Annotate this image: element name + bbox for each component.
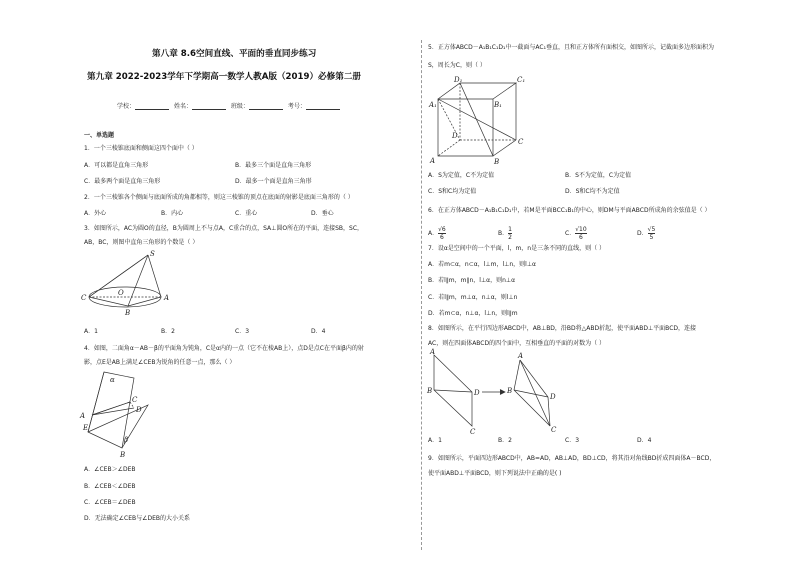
q8-option-a: A．1 <box>428 437 442 444</box>
q2-stem: 2．一个三棱锥各个侧面与底面所成的角都相等，则这三棱锥的顶点在底面的射影是底面三角形的（ ） <box>84 194 354 201</box>
q4-option-d: D．无法确定∠CEB与∠DEB的大小关系 <box>84 515 191 522</box>
q6-option-b-prefix: B． <box>498 230 509 237</box>
q5-option-c: C．S和C均为定值 <box>428 188 477 195</box>
q3-label-c: C <box>81 294 87 302</box>
q6-option-c-prefix: C． <box>565 230 576 237</box>
q8-label-a2: A <box>518 352 524 360</box>
q6-option-d-numerator: √5 <box>647 226 656 233</box>
class-label: 班级： <box>230 103 249 110</box>
q8-label-d2: D <box>550 393 556 401</box>
q4-figure <box>80 370 159 459</box>
q8-label-c1: C <box>470 428 476 436</box>
q6-option-c <box>565 226 587 241</box>
section-heading: 一、单选题 <box>84 132 115 139</box>
q2-option-d: D．垂心 <box>311 210 334 217</box>
q1-stem: 1．一个三棱锥底面和侧面这四个面中（ ） <box>84 145 198 152</box>
q5-label-d: D <box>452 132 458 140</box>
q3-label-a: A <box>164 294 170 302</box>
q8-label-b2: B <box>507 387 513 395</box>
q8-label-a1: A <box>430 348 436 356</box>
q8-label-c2: C <box>551 426 557 434</box>
q7-option-d: D．若m⊂α，n⊥α，l⊥n，则l∥m <box>428 310 518 317</box>
q8-label-d1: D <box>474 389 480 397</box>
student-info-row <box>117 101 343 110</box>
q8-option-d: D．4 <box>637 437 652 444</box>
q3-option-b: B．2 <box>161 328 175 335</box>
column-divider <box>421 40 422 550</box>
q1-option-b: B．最多三个面是直角三角形 <box>235 162 312 169</box>
q6-stem: 6．在正方体ABCD－A₁B₁C₁D₁中，若M是平面BCC₁B₁的中心，则DM与平面ABCD所成角的余弦值是（ ） <box>428 207 711 214</box>
name-field[interactable] <box>192 102 226 110</box>
q8-option-b: B．2 <box>498 437 512 444</box>
q4-stem-line2: 影，点E是AB上满足∠CEB为锐角的任意一点，那么（ ） <box>84 359 236 366</box>
exam-no-field[interactable] <box>306 102 340 110</box>
q7-option-b: B．若l∥m，m∥n，l⊥α，则n⊥α <box>428 277 516 284</box>
q8-figure <box>426 348 566 436</box>
q3-option-d: D．4 <box>311 328 326 335</box>
school-field[interactable] <box>135 102 169 110</box>
q6-option-b-numerator: 1 <box>508 226 512 233</box>
q8-label-b1: B <box>427 387 433 395</box>
q1-option-a: A．可以都是直角三角形 <box>84 162 149 169</box>
q2-option-b: B．内心 <box>161 210 184 217</box>
q4-label-alpha: α <box>110 376 115 384</box>
q5-figure <box>428 74 528 166</box>
q6-option-d <box>637 226 655 241</box>
q4-option-a: A．∠CEB＞∠DEB <box>84 466 136 473</box>
q3-figure <box>80 250 190 322</box>
q7-stem: 7．设α是空间中的一个平面，l，m，n是三条不同的直线，则（ ） <box>428 245 605 252</box>
q5-label-c1: C₁ <box>517 76 526 84</box>
q4-stem-line1: 4．如图，二面角α－AB－β的平面角为钝角，C是α内的一点（它不在棱AB上），点D是点C在平面β内的射 <box>84 345 364 352</box>
q8-stem-line2: AC，则在四面体ABCD的四个面中，互相垂直的平面的对数为（ ） <box>428 340 606 347</box>
q4-label-a: A <box>80 412 86 420</box>
q6-option-a-denominator: 6 <box>440 234 444 241</box>
q3-label-o: O <box>118 289 124 297</box>
q3-option-c: C．3 <box>235 328 250 335</box>
q6-option-a-numerator: √6 <box>438 226 446 233</box>
page-title-line2: 第九章 2022-2023学年下学期高一数学人教A版（2019）必修第二册 <box>87 72 362 82</box>
page-title-line1: 第八章 8.6空间直线、平面的垂直同步练习 <box>152 49 317 59</box>
q6-option-b-denominator: 2 <box>508 234 512 241</box>
q6-option-a-prefix: A． <box>428 230 439 237</box>
q4-option-b: B．∠CEB＜∠DEB <box>84 483 136 490</box>
q5-option-d: D．S和C均不为定值 <box>565 188 620 195</box>
q6-option-c-numerator: √10 <box>575 226 587 233</box>
q5-label-b1: B₁ <box>494 101 502 109</box>
q3-stem-line2: AB，BC，则图中直角三角形的个数是（ ） <box>84 239 199 246</box>
q2-option-c: C．重心 <box>235 210 258 217</box>
q4-label-d: D <box>136 406 142 414</box>
q4-label-c: C <box>132 396 138 404</box>
q5-label-b: B <box>494 158 500 166</box>
q6-option-b <box>498 226 512 241</box>
class-field[interactable] <box>249 102 283 110</box>
q6-option-c-denominator: 6 <box>579 234 583 241</box>
exam-no-label: 考号： <box>287 103 306 110</box>
q8-option-c: C．3 <box>565 437 580 444</box>
q7-option-a: A．若m⊂α，n⊂α，l⊥m，l⊥n，则l⊥α <box>428 261 537 268</box>
q8-stem-line1: 8．如图所示，在平行四边形ABCD中，AB⊥BD，沿BD将△ABD折起，使平面ABD⊥平面BCD，连接 <box>428 325 697 332</box>
q5-stem-line2: S，周长为C，则（ ） <box>428 62 486 69</box>
q1-option-d: D．最多一个面是直角三角形 <box>235 178 312 185</box>
q7-option-c: C．若l∥m，m⊥α，n⊥α，则l⊥n <box>428 294 518 301</box>
q3-stem-line1: 3．如图所示，AC为圆O的直径，B为圆周上不与点A，C重合的点，SA⊥圆O所在的平面，连接SB，SC， <box>84 225 364 232</box>
q4-option-c: C．∠CEB＝∠DEB <box>84 499 136 506</box>
q6-option-a <box>428 226 446 241</box>
q5-stem-line1: 5．正方体ABCD－A₁B₁C₁D₁中一截面与AC₁垂直，且和正方体所有面相交，如图所示，记截面多边形面积为 <box>428 44 714 51</box>
q5-option-a: A．S为定值，C不为定值 <box>428 172 495 179</box>
q1-option-c: C．最多两个面是直角三角形 <box>84 178 161 185</box>
name-label: 姓名： <box>173 103 192 110</box>
q4-label-e: E <box>83 424 89 432</box>
q4-label-beta: β <box>124 436 129 444</box>
q3-option-a: A．1 <box>84 328 98 335</box>
q5-label-d1: D₁ <box>454 76 463 84</box>
q6-option-d-prefix: D． <box>637 230 648 237</box>
school-label: 学校： <box>117 103 136 110</box>
q5-label-a1: A₁ <box>429 101 437 109</box>
q5-option-b: B．S不为定值，C为定值 <box>565 172 632 179</box>
q3-label-b: B <box>125 309 131 317</box>
q3-label-s: S <box>150 250 155 258</box>
q5-label-c: C <box>518 138 524 146</box>
q6-option-d-denominator: 5 <box>649 234 654 241</box>
q9-stem-line2: 使平面ABD⊥平面BCD，则下列说法中正确的是( ) <box>428 470 562 477</box>
q2-option-a: A．外心 <box>84 210 107 217</box>
q5-label-a: A <box>430 157 436 165</box>
q4-label-b: B <box>120 451 126 459</box>
q9-stem-line1: 9．如图所示，平面四边形ABCD中，AB=AD，AB⊥AD，BD⊥CD，将其沿对角线BD折成四面体A－BCD， <box>428 455 716 462</box>
